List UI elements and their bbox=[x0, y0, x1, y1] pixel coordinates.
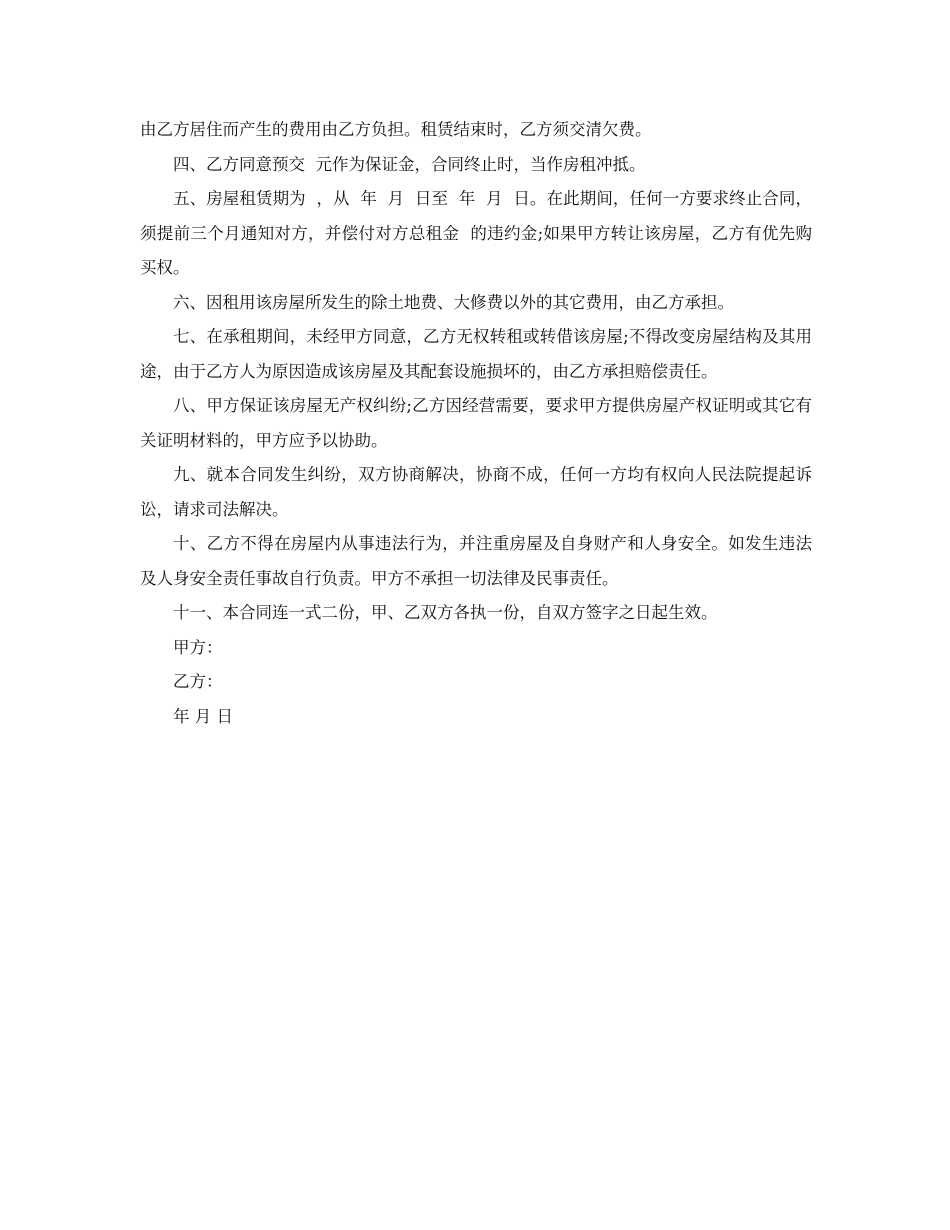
paragraph-fee-responsibility: 由乙方居住而产生的费用由乙方负担。租赁结束时，乙方须交清欠费。 bbox=[140, 120, 652, 139]
clause-5-lease-term: 五、房屋租赁期为 ，从 年 月 日至 年 月 日。在此期间，任何一方要求终止合同，须提前三个月通知对方，并偿付对方总租金 的违约金;如果甲方转让该房屋，乙方有优先购买权。 bbox=[140, 189, 812, 277]
clause-8-property-rights: 八、甲方保证该房屋无产权纠纷;乙方因经营需要，要求甲方提供房屋产权证明或其它有关证明材料的，甲方应予以协助。 bbox=[140, 396, 812, 450]
party-a-signature: 甲方： bbox=[173, 637, 223, 657]
party-b-signature: 乙方： bbox=[173, 672, 223, 691]
clause-4-deposit: 四、乙方同意预交 元作为保证金，合同终止时，当作房租冲抵。 bbox=[173, 154, 646, 174]
clause-11-copies: 十一、本合同连一式二份，甲、乙双方各执一份，自双方签字之日起生效。 bbox=[173, 603, 718, 622]
clause-7-sublease: 七、在承租期间，未经甲方同意，乙方无权转租或转借该房屋;不得改变房屋结构及其用途，由于乙方人为原因造成该房屋及其配套设施损坏的，由乙方承担赔偿责任。 bbox=[140, 327, 812, 381]
signature-date: 年 月 日 bbox=[173, 706, 233, 726]
clause-9-disputes: 九、就本合同发生纠纷，双方协商解决，协商不成，任何一方均有权向人民法院提起诉讼，请求司法解决。 bbox=[140, 465, 812, 519]
clause-6-other-fees: 六、因租用该房屋所发生的除土地费、大修费以外的其它费用，由乙方承担。 bbox=[173, 292, 734, 312]
document-page bbox=[140, 113, 812, 734]
clause-10-legal-conduct: 十、乙方不得在房屋内从事违法行为，并注重房屋及自身财产和人身安全。如发生违法及人身安全责任事故自行负责。甲方不承担一切法律及民事责任。 bbox=[140, 534, 812, 588]
